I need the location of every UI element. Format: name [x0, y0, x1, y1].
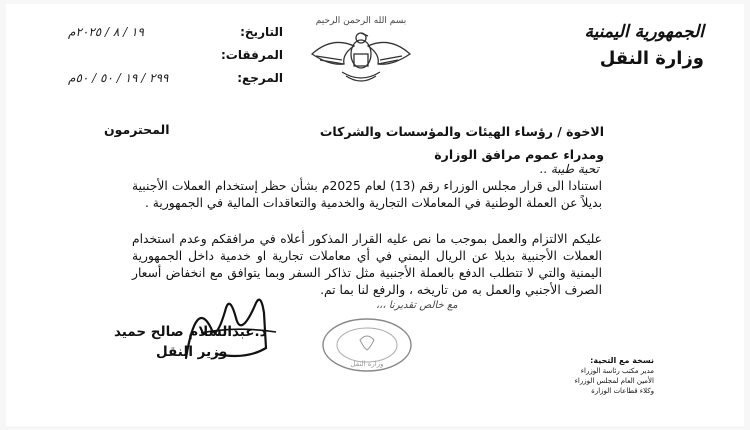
attachments-row — [68, 43, 283, 66]
reference-row — [68, 66, 283, 89]
stamp-label: وزارة النقل — [350, 360, 384, 368]
greeting: تحية طيبة .. — [539, 162, 599, 176]
document-meta — [68, 20, 283, 89]
paragraph-1: استنادا الى قرار مجلس الوزراء رقم (13) لعام 2025م بشأن حظر إستخدام العملات الأجنبية بديلاً عن العملة الوطنية في المعاملات التجارية والخدمية والتعاقدات المالية في الجمهورية . — [132, 179, 603, 210]
cc-item: مدير مكتب رئاسة الوزراء — [580, 367, 654, 375]
reference-label: المرجع: — [237, 70, 283, 85]
date-label: التاريخ: — [240, 24, 283, 39]
attachments-label: المرفقات: — [221, 47, 283, 62]
paragraph-2: عليكم الالتزام والعمل بموجب ما نص عليه القرار المذكور أعلاه في مرافقكم وعدم استخدام العملات الأجنبية بديلا عن الريال اليمني في أي معاملات تجارية او خدمية داخل الجمهورية اليمنية والتي لا تتطلب الدفع بالعملة الأجنبية مثل تذاكر السفر وبما يتوافق مع انخفاض أسعار الصرف الأجنبي والعمل به من تاريخه ، والرفع لنا بما تم. — [132, 232, 602, 297]
honorific: المحترمون — [104, 122, 170, 137]
cc-item: الأمين العام لمجلس الوزراء — [574, 377, 654, 385]
cc-item: وكلاء قطاعات الوزارة — [591, 387, 654, 395]
addressee-line-2: ومدراء عموم مرافق الوزارة — [434, 147, 604, 162]
date-row — [68, 20, 283, 43]
basmala: بسم الله الرحمن الرحيم — [315, 16, 407, 26]
addressee-line-1: الاخوة / رؤساء الهيئات والمؤسسات والشركات — [319, 124, 604, 139]
letter-page — [6, 4, 744, 426]
republic-name: الجمهورية اليمنية — [584, 22, 704, 42]
copies-to — [504, 356, 654, 396]
letterhead — [584, 22, 704, 69]
date-value: ١٩ / ٨ / ٢٠٢٥م — [68, 24, 144, 39]
addressee — [320, 120, 604, 166]
closing-line: مع خالص تقديرنا ،،، — [376, 300, 458, 311]
reference-value: ٢٩٩ / ١٩ / ٥٠ / ٥٠م — [68, 70, 169, 85]
signatory-title: وزير النقل — [156, 344, 228, 360]
eagle-emblem-icon — [302, 14, 420, 90]
signatory-name: د.عبدالسلام صالح حميد — [114, 324, 267, 340]
official-stamp-icon — [320, 316, 414, 374]
ministry-name: وزارة النقل — [599, 48, 704, 69]
cc-title: نسخة مع التحية: — [590, 356, 654, 365]
